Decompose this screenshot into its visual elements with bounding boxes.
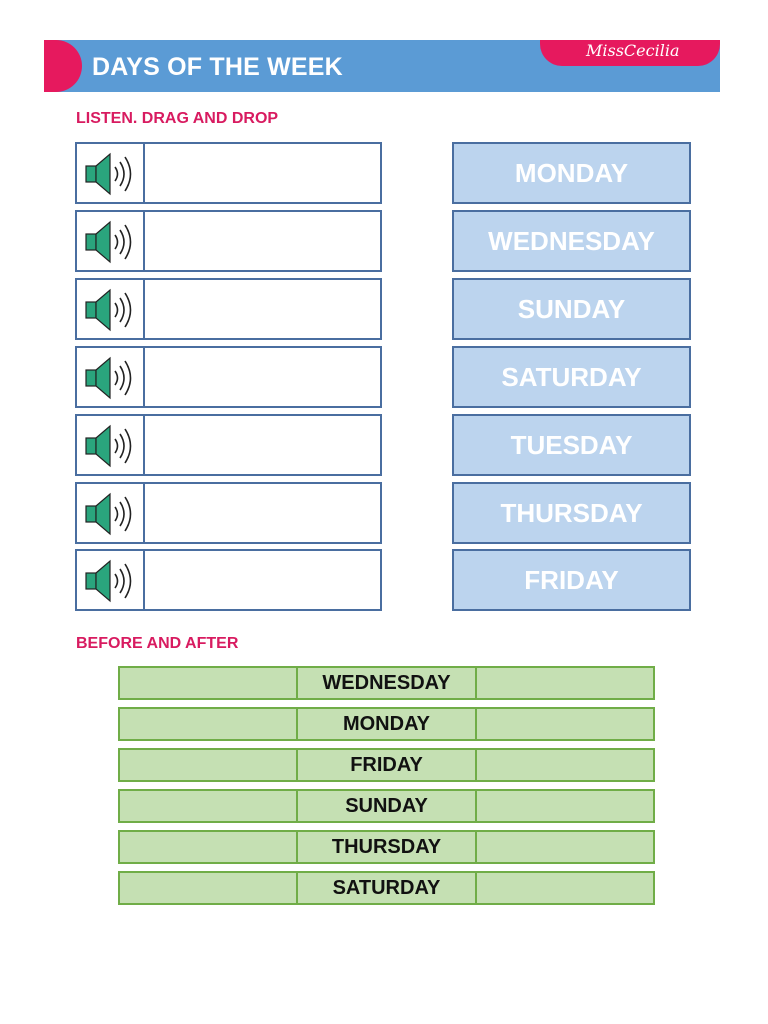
after-day-input[interactable] [477,668,653,698]
after-day-input-cell [477,873,653,903]
before-after-row [118,707,655,741]
after-day-input[interactable] [477,709,653,739]
audio-row [75,210,382,272]
speaker-icon[interactable] [77,144,145,202]
drop-zone[interactable] [145,212,380,270]
audio-row [75,346,382,408]
draggable-word-card[interactable]: FRIDAY [452,549,691,611]
reference-day-label: FRIDAY [298,750,477,780]
audio-row [75,549,382,611]
drop-zone[interactable] [145,484,380,542]
speaker-icon[interactable] [77,348,145,406]
before-day-input-cell [120,791,298,821]
before-day-input-cell [120,832,298,862]
before-day-input-cell [120,750,298,780]
before-day-input[interactable] [120,709,296,739]
before-day-input-cell [120,873,298,903]
before-day-input[interactable] [120,791,296,821]
reference-day-label: WEDNESDAY [298,668,477,698]
before-day-input[interactable] [120,873,296,903]
after-day-input-cell [477,668,653,698]
before-day-input[interactable] [120,750,296,780]
reference-day-label: THURSDAY [298,832,477,862]
after-day-input-cell [477,832,653,862]
section-title-before-after: BEFORE AND AFTER [76,635,239,652]
reference-day-label: SATURDAY [298,873,477,903]
speaker-icon[interactable] [77,484,145,542]
after-day-input-cell [477,709,653,739]
audio-row [75,142,382,204]
audio-row [75,414,382,476]
after-day-input[interactable] [477,873,653,903]
after-day-input[interactable] [477,750,653,780]
page-title: DAYS OF THE WEEK [92,53,343,81]
reference-day-label: SUNDAY [298,791,477,821]
drop-zone[interactable] [145,551,380,609]
after-day-input-cell [477,750,653,780]
after-day-input[interactable] [477,832,653,862]
speaker-icon[interactable] [77,280,145,338]
before-after-row [118,789,655,823]
draggable-word-card[interactable]: MONDAY [452,142,691,204]
audio-row [75,482,382,544]
after-day-input[interactable] [477,791,653,821]
before-after-row [118,871,655,905]
before-after-row [118,666,655,700]
before-day-input-cell [120,668,298,698]
before-day-input-cell [120,709,298,739]
before-after-row [118,748,655,782]
before-after-row [118,830,655,864]
draggable-word-card[interactable]: TUESDAY [452,414,691,476]
speaker-icon[interactable] [77,416,145,474]
draggable-word-card[interactable]: THURSDAY [452,482,691,544]
reference-day-label: MONDAY [298,709,477,739]
draggable-word-card[interactable]: SUNDAY [452,278,691,340]
speaker-icon[interactable] [77,212,145,270]
draggable-word-card[interactable]: WEDNESDAY [452,210,691,272]
drop-zone[interactable] [145,280,380,338]
speaker-icon[interactable] [77,551,145,609]
before-day-input[interactable] [120,832,296,862]
before-day-input[interactable] [120,668,296,698]
section-title-listen: LISTEN. DRAG AND DROP [76,110,279,127]
brand-logo-text: MissCecilia [586,41,680,60]
drop-zone[interactable] [145,416,380,474]
draggable-word-card[interactable]: SATURDAY [452,346,691,408]
drop-zone[interactable] [145,348,380,406]
audio-row [75,278,382,340]
drop-zone[interactable] [145,144,380,202]
after-day-input-cell [477,791,653,821]
